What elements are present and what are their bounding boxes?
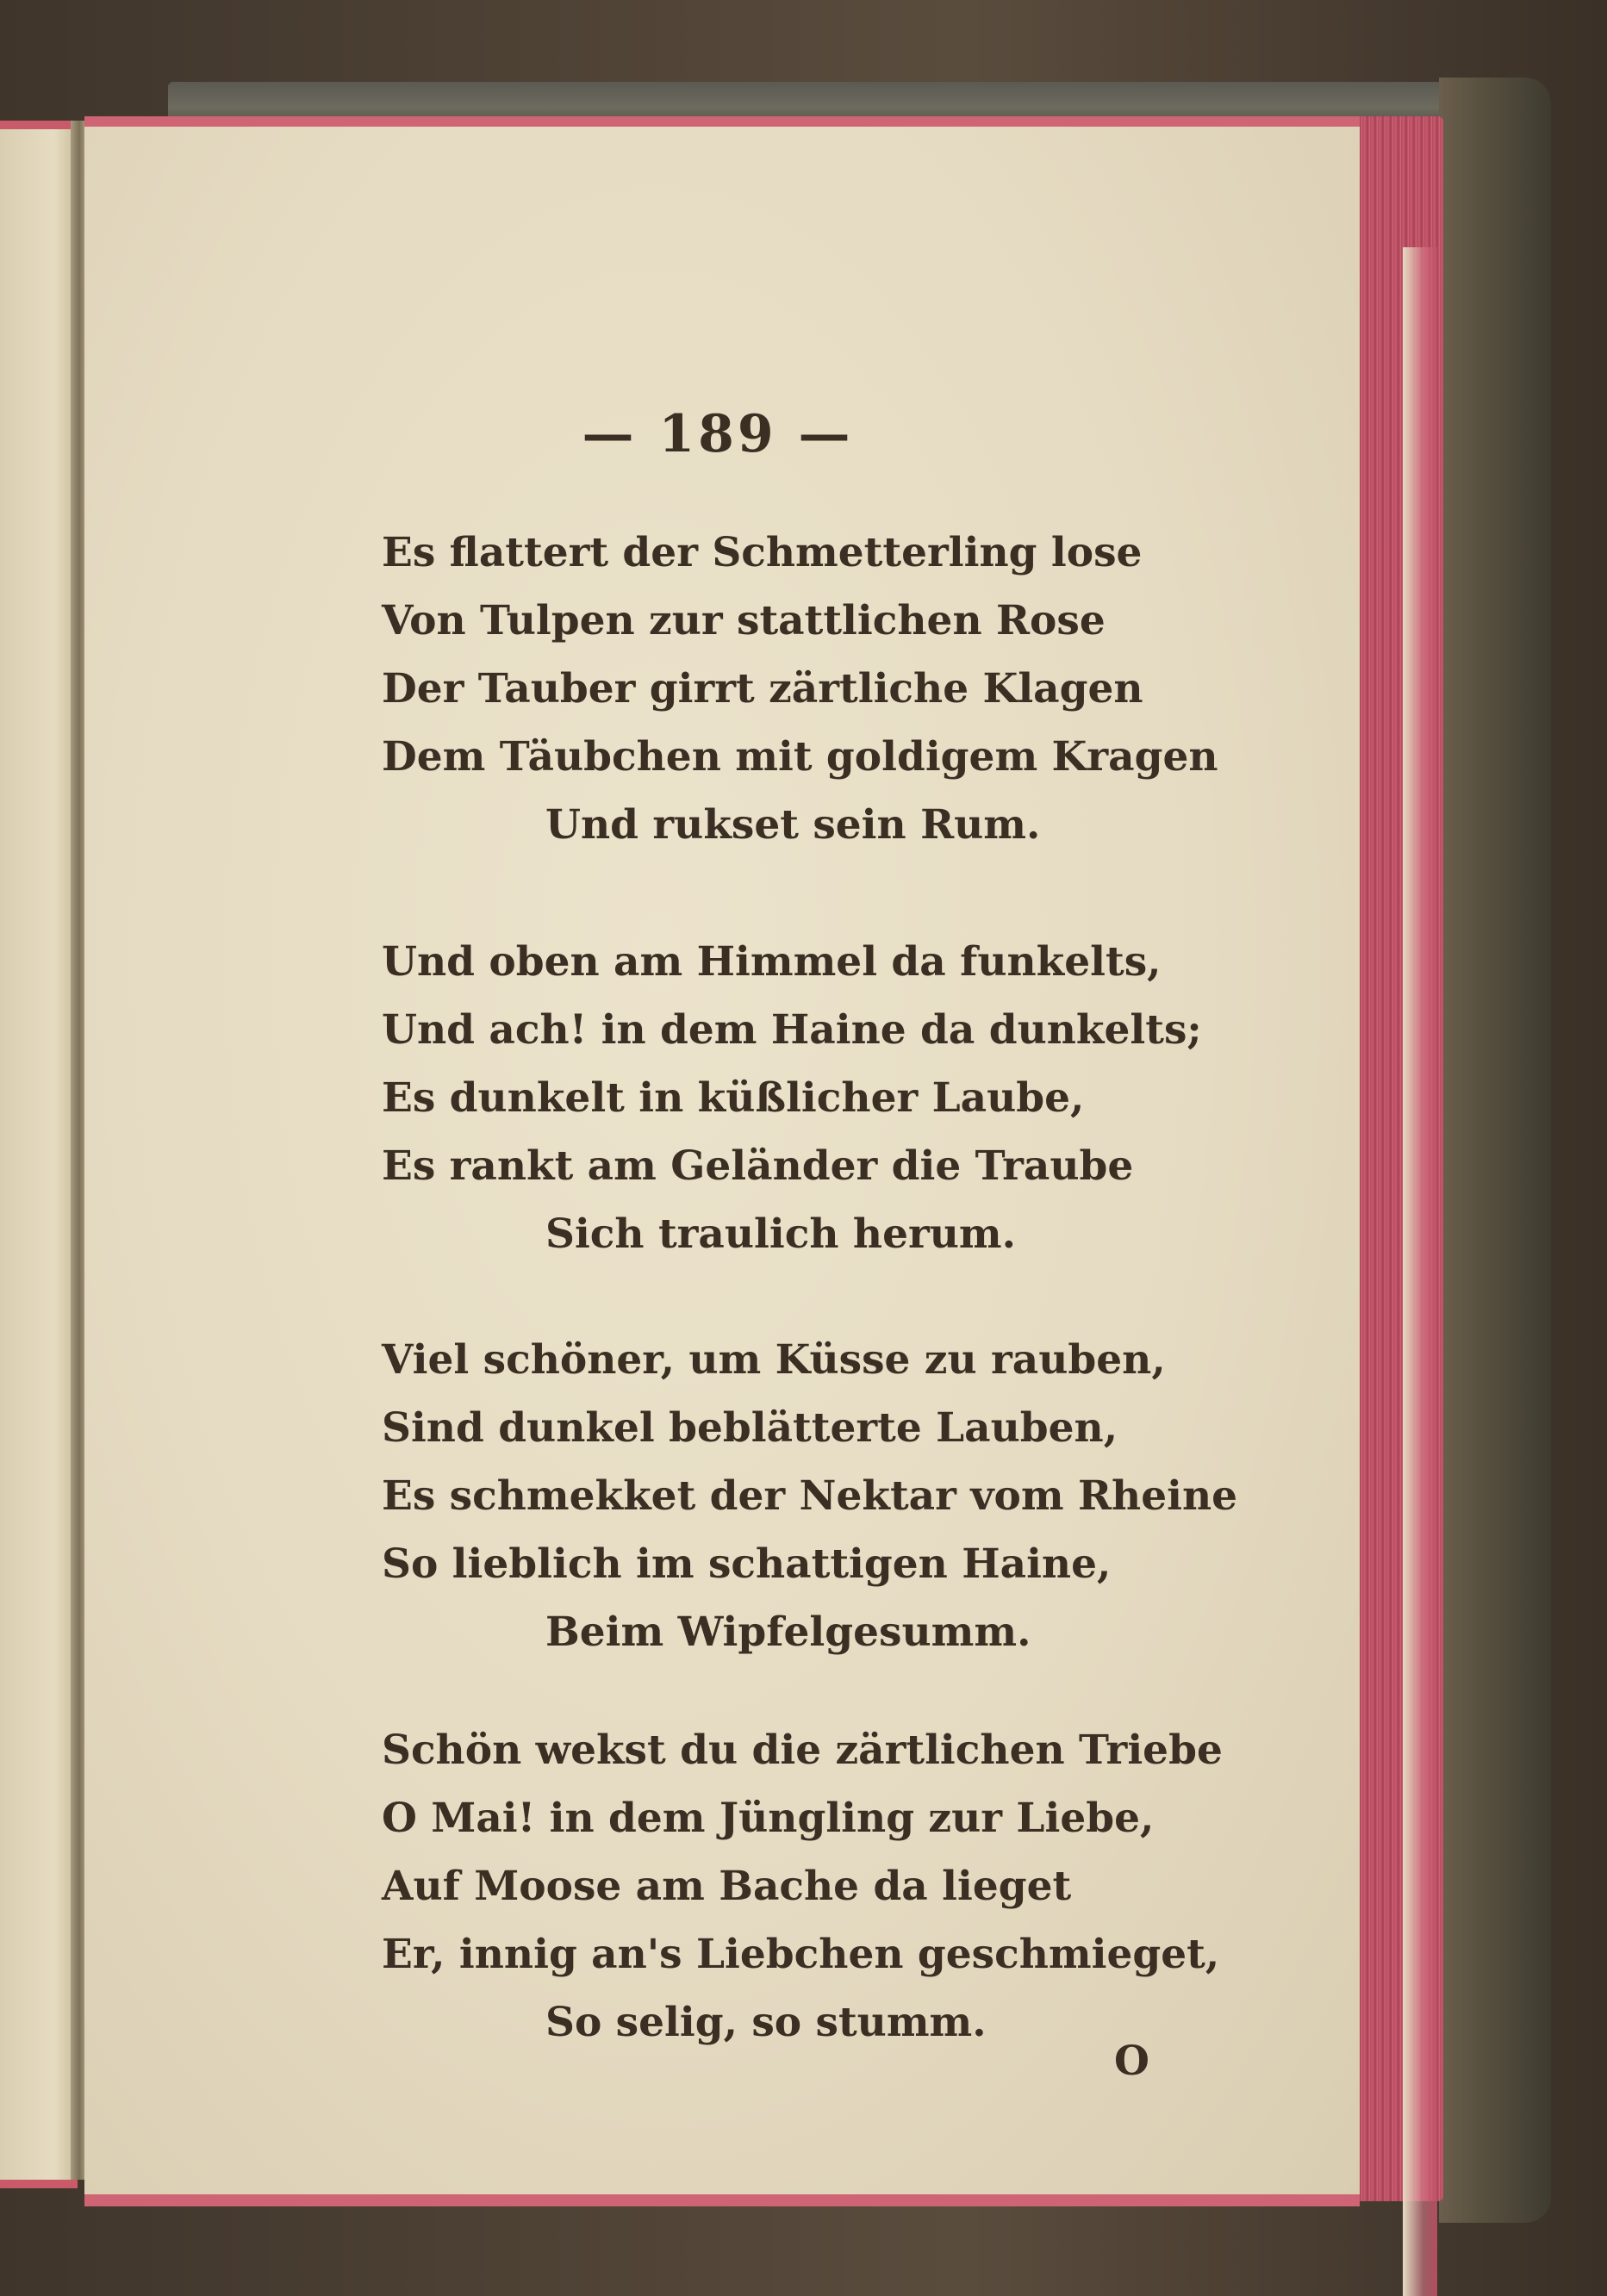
refrain-line: Sich traulich herum. (545, 1210, 1017, 1258)
stanza-4 (382, 1716, 1373, 2056)
verse-line: Es flattert der Schmetterling lose (382, 529, 1143, 576)
verse-line: Und oben am Himmel da funkelts, (382, 938, 1162, 986)
verse-line: Von Tulpen zur stattlichen Rose (382, 597, 1106, 644)
refrain-line: Beim Wipfelgesumm. (545, 1608, 1031, 1656)
book-page (84, 116, 1360, 2206)
verse-line: Der Tauber girrt zärtliche Klagen (382, 665, 1143, 712)
verse-line: Es schmekket der Nektar vom Rheine (382, 1472, 1238, 1520)
page-number: — 189 — (582, 404, 854, 464)
verse-line: O Mai! in dem Jüngling zur Liebe, (382, 1795, 1155, 1842)
stanza-1 (382, 519, 1373, 859)
verse-line: Sind dunkel beblätterte Lauben, (382, 1404, 1118, 1452)
verse-line: Dem Täubchen mit goldigem Kragen (382, 733, 1218, 781)
previous-page-edge (0, 121, 78, 2188)
catchword: O (1114, 2038, 1149, 2085)
refrain-line: So selig, so stumm. (545, 1999, 987, 2046)
verse-line: Es rankt am Geländer die Traube (382, 1142, 1134, 1190)
page-text (84, 127, 1360, 2194)
verse-line: Und ach! in dem Haine da dunkelts; (382, 1006, 1202, 1054)
verse-line: Schön wekst du die zärtlichen Triebe (382, 1727, 1223, 1774)
stanza-2 (382, 928, 1373, 1268)
refrain-line: Und rukset sein Rum. (545, 801, 1041, 849)
book-cover-side (1439, 78, 1551, 2223)
verse-line: Auf Moose am Bache da lieget (382, 1863, 1072, 1910)
page-edge-shading (1403, 247, 1437, 2296)
verse-line: Viel schöner, um Küsse zu rauben, (382, 1336, 1166, 1384)
verse-line: Es dunkelt in küßlicher Laube, (382, 1074, 1085, 1122)
stanza-3 (382, 1326, 1373, 1666)
verse-line: Er, innig an's Liebchen geschmieget, (382, 1931, 1220, 1978)
verse-line: So lieblich im schattigen Haine, (382, 1540, 1112, 1588)
